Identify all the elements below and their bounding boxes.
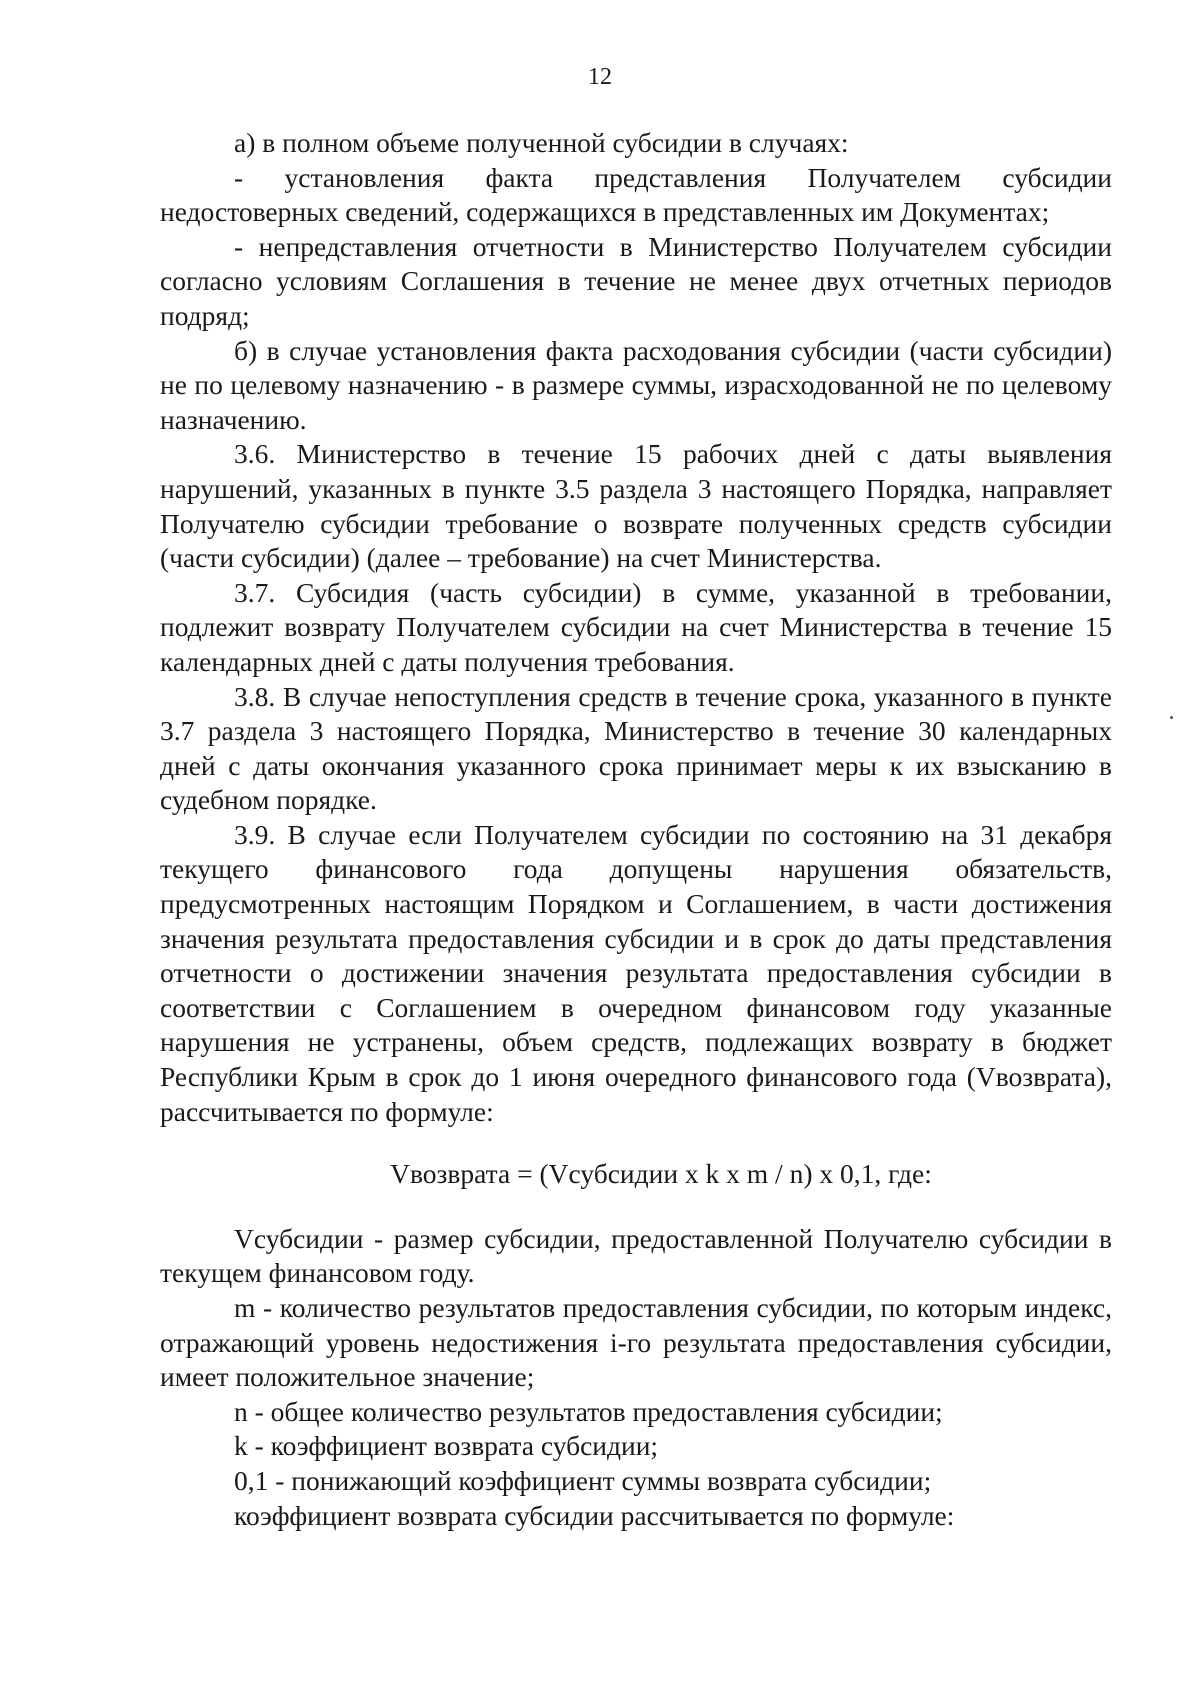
- return-amount-formula: Vвозврата = (Vсубсидии x k x m / n) x 0,1, где:: [390, 1158, 932, 1190]
- paragraph-3-7: 3.7. Субсидия (часть субсидии) в сумме, указанной в требовании, подлежит возврату Получателем субсидии на счет Министерства в течение 15 календарных дней с даты получения требования.: [160, 576, 1112, 677]
- paragraph-3-9: 3.9. В случае если Получателем субсидии по состоянию на 31 декабря текущего финансового года допущены нарушения обязательств, предусмотренных настоящим Порядком и Соглашением, в части достижения значения результата предоставления субсидии и в срок до даты представления отчетности о достижении значения результата предоставления субсидии в соответствии с Соглашением в очередном финансовом году указанные нарушения не устранены, объем средств, подлежащих возврату в бюджет Республики Крым в срок до 1 июня очередного финансового года (Vвозврата), рассчитывается по формуле:: [160, 818, 1112, 1127]
- page-number: 12: [588, 64, 612, 90]
- definition-m: m - количество результатов предоставления субсидии, по которым индекс, отражающий уровень недостижения i-го результата предоставления субсидии, имеет положительное значение;: [160, 1292, 1112, 1393]
- paragraph-bullet-no-report: - непредставления отчетности в Министерство Получателем субсидии согласно условиям Соглашения в течение не менее двух отчетных периодов подряд;: [160, 230, 1112, 331]
- paragraph-item-b: б) в случае установления факта расходования субсидии (части субсидии) не по целевому назначению - в размере суммы, израсходованной не по целевому назначению.: [160, 334, 1112, 435]
- scan-speck: [1170, 716, 1173, 719]
- definition-n: n - общее количество результатов предоставления субсидии;: [234, 1395, 943, 1427]
- definition-k: k - коэффициент возврата субсидии;: [234, 1430, 659, 1462]
- document-body: [160, 126, 1112, 1533]
- coefficient-formula-intro: коэффициент возврата субсидии рассчитывается по формуле:: [234, 1499, 955, 1531]
- paragraph-item-a: а) в полном объеме полученной субсидии в случаях:: [234, 127, 849, 158]
- definition-reduction-coefficient: 0,1 - понижающий коэффициент суммы возврата субсидии;: [234, 1464, 932, 1496]
- paragraph-3-6: 3.6. Министерство в течение 15 рабочих дней с даты выявления нарушений, указанных в пункте 3.5 раздела 3 настоящего Порядка, направляет Получателю субсидии требование о возврате полученных средств субсидии (части субсидии) (далее – требование) на счет Министерства.: [160, 438, 1112, 574]
- definition-vsubsidy: Vсубсидии - размер субсидии, предоставленной Получателю субсидии в текущем финансовом году.: [160, 1222, 1112, 1289]
- paragraph-3-8: 3.8. В случае непоступления средств в течение срока, указанного в пункте 3.7 раздела 3 настоящего Порядка, Министерство в течение 30 календарных дней с даты окончания указанного срока принимает меры к их взысканию в судебном порядке.: [160, 680, 1112, 816]
- paragraph-bullet-false-info: - установления факта представления Получателем субсидии недостоверных сведений, содержащихся в представленных им Документах;: [160, 161, 1112, 228]
